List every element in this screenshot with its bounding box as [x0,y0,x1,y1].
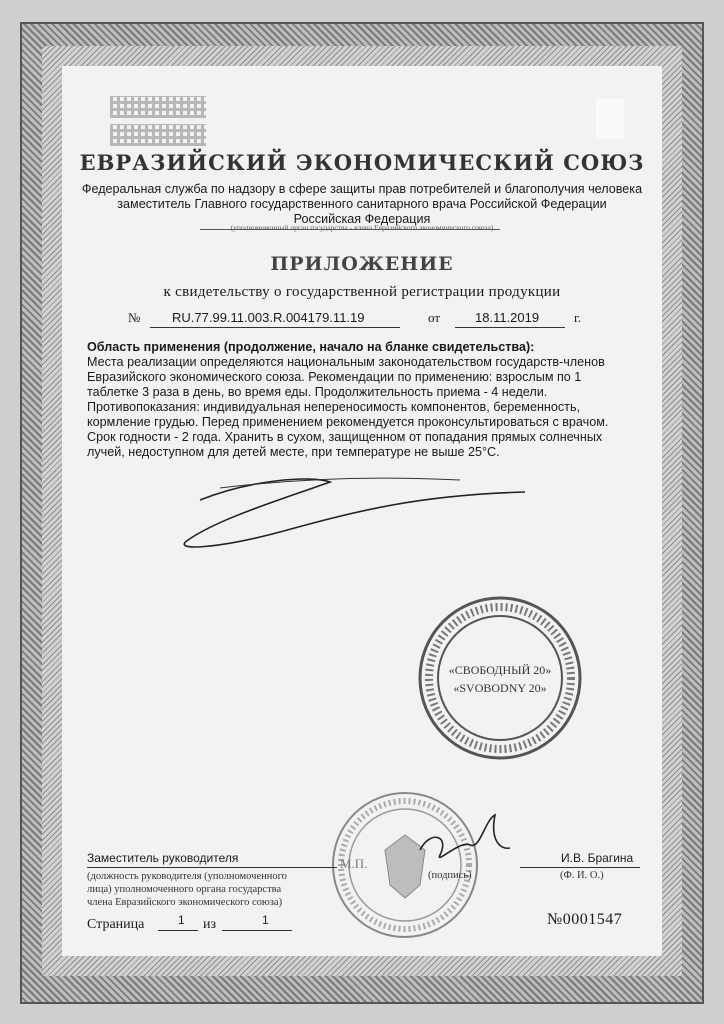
number-underline [150,327,400,328]
year-suffix: г. [574,310,582,325]
mp-label: М.П. [340,856,368,871]
form-number: №0001547 [547,911,623,928]
signature-caption: (подпись) [428,870,472,881]
agency-block [66,182,658,227]
caption-line: лица) уполномоченного органа государства [87,884,282,895]
position-caption [87,870,287,909]
position-underline [87,867,337,868]
page-current-underline [158,930,198,931]
date-underline [455,327,565,328]
page-total-underline [222,930,292,931]
stamp-name-en: «SVOBODNY 20» [453,681,547,695]
union-title: ЕВРАЗИЙСКИЙ ЭКОНОМИЧЕСКИЙ СОЮЗ [79,150,645,175]
agency-line: заместитель Главного государственного санитарного врача Российской Федерации [117,197,607,211]
signatory-position: Заместитель руководителя [87,851,239,865]
agency-line: Федеральная служба по надзору в сфере защиты прав потребителей и благополучия человека [81,182,643,196]
agency-line: Российская Федерация [293,212,431,226]
security-pattern [110,96,206,118]
from-label: от [428,310,441,325]
stamp-name-ru: «СВОБОДНЫЙ 20» [448,663,552,677]
page-label: Страница [87,917,145,932]
signature-small [410,810,520,870]
caption-line: члена Евразийского экономического союза) [87,897,283,908]
registration-number: RU.77.99.11.003.R.004179.11.19 [172,310,365,325]
name-underline [520,867,640,868]
blank-patch [596,98,624,138]
caption-line: (должность руководителя (уполномоченного [87,871,287,882]
security-pattern [110,124,206,146]
signature-large [160,470,540,560]
page-current: 1 [178,913,185,927]
registration-date: 18.11.2019 [475,310,540,325]
agency-caption: (уполномоченный орган государства - члена Евразийского экономического союза) [230,223,494,232]
signatory-name: И.В. Брагина [561,851,634,865]
page-total: 1 [262,913,269,927]
number-label: № [128,310,141,325]
of-label: из [203,917,217,932]
document-subtitle: к свидетельству о государственной регистрации продукции [163,284,561,300]
company-stamp [416,594,584,762]
document-title: ПРИЛОЖЕНИЕ [270,253,454,275]
scope-title: Область применения (продолжение, начало на бланке свидетельства): [87,340,535,354]
name-caption: (Ф. И. О.) [560,870,604,881]
scope-body: Места реализации определяются национальным законодательством государств-членов Евразийского экономического союза. Рекомендации по применению: взрослым по 1 таблетке 3 раза в день, во время еды. Продолжительность приема - 4 недели. Противопоказания: индивидуальная непереносимость компонентов, беременность, кормление грудью. Перед применением рекомендуется проконсультироваться с врачом. Срок годности - 2 года. Хранить в сухом, защищенном от попадания прямых солнечных лучей, недоступном для детей месте, при температуре не выше 25°С. [87,355,609,459]
